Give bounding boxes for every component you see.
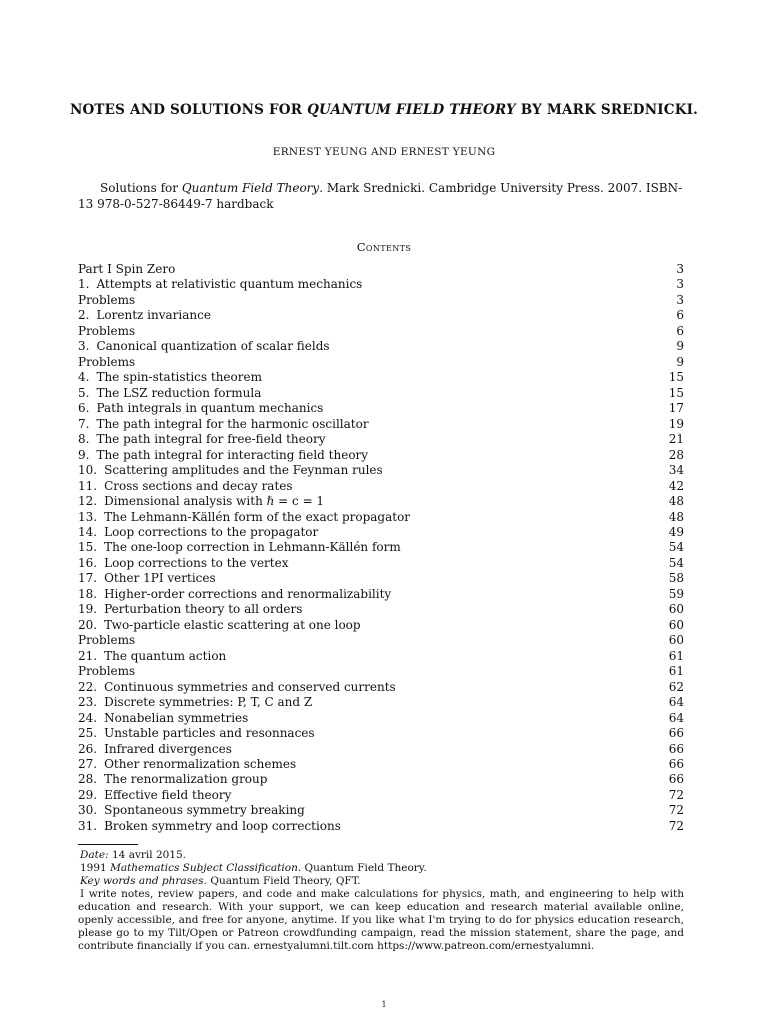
toc-entry-page: 15 [668,370,684,385]
toc-entry-label: The LSZ reduction formula [96,385,262,400]
toc-entry-number: 6. [78,401,90,416]
toc-entry-title [78,386,261,401]
toc-entry-title [78,788,231,803]
page-number: 1 [381,1000,387,1009]
toc-entry-number: 31. [78,818,98,833]
toc-entry-label: The spin-statistics theorem [96,370,262,385]
toc-entry[interactable] [78,618,684,633]
toc-entry-title [78,510,410,525]
toc-entry[interactable] [78,742,684,757]
toc-entry-label: Problems [78,292,136,307]
toc-entry-number: 28. [78,772,98,787]
toc-entry-title [78,448,368,463]
toc-entry-label: Infrared divergences [104,741,232,756]
toc-entry[interactable] [78,324,684,339]
toc-entry-page: 66 [668,757,684,771]
toc-entry[interactable] [78,540,684,555]
toc-entry-label: Other 1PI vertices [104,571,216,586]
toc-entry[interactable] [78,602,684,617]
toc-entry-page: 17 [668,401,684,416]
toc-entry[interactable] [78,649,684,664]
toc-entry-number: 19. [78,602,98,617]
toc-entry-title [78,556,288,571]
toc-entry-title [78,417,369,432]
toc-entry-number: 20. [78,617,98,632]
toc-entry-number: 10. [78,463,98,478]
toc-entry-label: Nonabelian symmetries [104,710,249,725]
toc-entry[interactable] [78,695,684,710]
toc-entry-label: Problems [78,633,136,648]
toc-entry-title [78,618,361,633]
toc-entry-label: The path integral for free-field theory [96,432,326,447]
toc-entry-page: 28 [668,447,684,462]
toc-entry-label: The Lehmann-Källén form of the exact propagator [104,509,411,524]
toc-entry-title [78,479,293,494]
toc-entry[interactable] [78,757,684,772]
toc-entry-title [78,711,248,726]
toc-entry[interactable] [78,370,684,385]
toc-entry-label: Attempts at relativistic quantum mechanics [96,277,363,292]
toc-entry-page: 49 [668,524,684,539]
toc-entry-label: Two-particle elastic scattering at one loop [104,617,361,632]
toc-entry-page: 66 [668,726,684,741]
toc-entry-page: 3 [676,292,684,307]
toc-entry-title [78,649,226,664]
toc-entry-label: Unstable particles and resonnaces [104,726,315,741]
toc-entry-label: Higher-order corrections and renormalizability [104,586,392,601]
toc-entry[interactable] [78,494,684,509]
toc-entry-number: 30. [78,803,98,818]
toc-entry-label: The quantum action [104,648,227,663]
footnote-msc: 1991 Mathematics Subject Classification. Quantum Field Theory. [80,862,427,874]
toc-entry-number: 22. [78,679,98,694]
toc-entry-page: 54 [668,540,684,555]
toc-entry-label: Other renormalization schemes [104,757,297,771]
toc-entry-title [78,324,135,339]
toc-entry-number: 11. [78,478,98,493]
toc-entry-title [78,695,312,710]
toc-entry-page: 72 [668,787,684,802]
toc-entry[interactable] [78,432,684,447]
toc-entry[interactable] [78,571,684,586]
toc-entry-label: Problems [78,354,136,369]
toc-entry-label: The renormalization group [104,772,268,787]
contents-heading: Contents [356,240,412,254]
toc-entry-label: Broken symmetry and loop corrections [104,818,341,833]
toc-entry-number: 18. [78,586,98,601]
toc-entry-number: 9. [78,447,90,462]
toc-entry[interactable] [78,788,684,803]
toc-entry-title [78,602,302,617]
toc-entry-page: 72 [668,818,684,833]
toc-entry-number: 1. [78,277,90,292]
toc-entry-page: 3 [676,277,684,292]
toc-entry-title [78,432,326,447]
toc-entry-number: 26. [78,741,98,756]
toc-entry-page: 72 [668,803,684,818]
toc-entry[interactable] [78,339,684,354]
footnote-support: I write notes, review papers, and code and make calculations for physics, math, and engineering to help with education and research. With your support, we can keep education and research material available online, openly accessible, and free for anyone, anytime. If you like what I'm trying to do for physics education research, please go to my Tilt/Open or Patreon crowdfunding campaign, read the mission statement, share the page, and contribute financially if you can. ernestyalumni.tilt.com https://www.patreon.com/ernestyalumni. [78,888,684,952]
toc-entry-label: Dimensional analysis with ℏ = c = 1 [104,494,325,509]
toc-entry-title [78,525,318,540]
toc-entry[interactable] [78,525,684,540]
toc-entry[interactable] [78,355,684,370]
toc-entry-page: 9 [676,339,684,354]
toc-entry-page: 60 [668,602,684,617]
toc-entry-page: 42 [668,478,684,493]
toc-entry-title [78,803,305,818]
toc-entry-label: Path integrals in quantum mechanics [96,401,324,416]
toc-entry-label: Spontaneous symmetry breaking [104,803,305,818]
toc-entry-number: 14. [78,524,98,539]
toc-entry-label: The one-loop correction in Lehmann-Källén form [104,540,401,555]
toc-entry[interactable] [78,401,684,416]
toc-entry-page: 34 [668,463,684,478]
toc-entry[interactable] [78,463,684,478]
footnote-date: Date: 14 avril 2015. [80,849,187,861]
toc-entry-number: 8. [78,432,90,447]
toc-entry-label: Loop corrections to the vertex [104,555,289,570]
toc-entry-title [78,277,362,292]
toc-entry-title [78,587,391,602]
toc-entry[interactable] [78,293,684,308]
toc-entry[interactable] [78,308,684,323]
toc-entry[interactable] [78,587,684,602]
toc-entry-number: 4. [78,370,90,385]
toc-entry-page: 19 [668,416,684,431]
toc-entry-title [78,726,315,741]
toc-entry-title [78,757,296,772]
toc-entry-number: 17. [78,571,98,586]
toc-entry-label: Part I Spin Zero [78,262,176,276]
toc-entry[interactable] [78,277,684,292]
toc-entry-number: 2. [78,308,90,323]
toc-entry-page: 60 [668,617,684,632]
toc-entry-page: 54 [668,555,684,570]
toc-entry-title [78,742,232,757]
toc-entry-number: 24. [78,710,98,725]
toc-entry[interactable] [78,556,684,571]
toc-entry-number: 21. [78,648,98,663]
toc-entry[interactable] [78,510,684,525]
footnotes [78,849,684,953]
toc-entry-number: 15. [78,540,98,555]
toc-entry-number: 29. [78,787,98,802]
toc-entry-number: 16. [78,555,98,570]
footnote-keywords: Key words and phrases. Quantum Field Theory, QFT. [80,875,361,887]
toc-entry-page: 48 [668,509,684,524]
toc-entry-number: 5. [78,385,90,400]
toc-entry-page: 66 [668,741,684,756]
toc-entry-page: 6 [676,323,684,338]
toc-entry-page: 21 [668,432,684,447]
toc-entry[interactable] [78,417,684,432]
toc-entry[interactable] [78,479,684,494]
toc-entry-number: 23. [78,695,98,710]
toc-entry-title [78,463,383,478]
toc-entry-page: 59 [668,586,684,601]
toc-entry-title [78,308,211,323]
toc-entry-title [78,633,135,648]
toc-entry-title [78,355,135,370]
toc-entry-page: 9 [676,354,684,369]
toc-entry-label: Effective field theory [104,787,232,802]
toc-entry[interactable] [78,262,684,277]
toc-entry[interactable] [78,819,684,834]
toc-entry-label: Canonical quantization of scalar fields [96,339,330,354]
toc-entry-label: Scattering amplitudes and the Feynman rules [104,463,383,478]
toc-entry[interactable] [78,386,684,401]
toc-entry[interactable] [78,772,684,787]
toc-entry-page: 62 [668,679,684,694]
toc-entry-title [78,293,135,308]
toc-entry-title [78,494,324,509]
toc-entry[interactable] [78,726,684,741]
toc-entry-title [78,664,135,679]
toc-entry[interactable] [78,711,684,726]
toc-entry-page: 6 [676,308,684,323]
paper-title: NOTES AND SOLUTIONS FOR QUANTUM FIELD THEORY BY MARK SREDNICKI. [69,102,699,118]
toc-entry-title [78,370,262,385]
paper-authors: ERNEST YEUNG AND ERNEST YEUNG [272,146,496,158]
toc-entry-title [78,339,330,354]
toc-entry-page: 58 [668,571,684,586]
toc-entry-label: Problems [78,323,136,338]
toc-entry-title [78,571,216,586]
toc-entry-number: 25. [78,726,98,741]
footnote-rule [78,844,138,845]
toc-entry-label: Problems [78,664,136,679]
toc-entry-title [78,772,267,787]
toc-entry-page: 15 [668,385,684,400]
toc-entry-title [78,680,396,695]
toc-entry-page: 64 [668,695,684,710]
toc-entry-title [78,540,401,555]
toc-entry[interactable] [78,633,684,648]
toc-entry-label: Continuous symmetries and conserved currents [104,679,396,694]
toc-entry-page: 3 [676,262,684,276]
toc-entry[interactable] [78,803,684,818]
toc-entry-title [78,401,323,416]
toc-entry[interactable] [78,680,684,695]
toc-entry-number: 27. [78,757,98,771]
toc-entry-label: Discrete symmetries: P, T, C and Z [104,695,313,710]
abstract: Solutions for Quantum Field Theory. Mark Srednicki. Cambridge University Press. 2007. ISBN-13 978-0-527-86449-7 hardback [78,181,683,211]
table-of-contents [78,262,684,834]
toc-entry[interactable] [78,448,684,463]
toc-entry-label: The path integral for the harmonic oscillator [96,416,369,431]
toc-entry-label: The path integral for interacting field theory [96,447,369,462]
toc-entry-page: 61 [668,664,684,679]
toc-entry-title [78,262,175,277]
toc-entry[interactable] [78,664,684,679]
toc-entry-page: 66 [668,772,684,787]
toc-entry-label: Lorentz invariance [96,308,211,323]
toc-entry-label: Loop corrections to the propagator [104,524,319,539]
toc-entry-page: 61 [668,648,684,663]
toc-entry-number: 3. [78,339,90,354]
toc-entry-label: Cross sections and decay rates [104,478,293,493]
toc-entry-label: Perturbation theory to all orders [104,602,303,617]
toc-entry-number: 12. [78,494,98,509]
toc-entry-page: 64 [668,710,684,725]
toc-entry-title [78,819,341,834]
toc-entry-number: 7. [78,416,90,431]
toc-entry-page: 60 [668,633,684,648]
toc-entry-number: 13. [78,509,98,524]
toc-entry-page: 48 [668,494,684,509]
